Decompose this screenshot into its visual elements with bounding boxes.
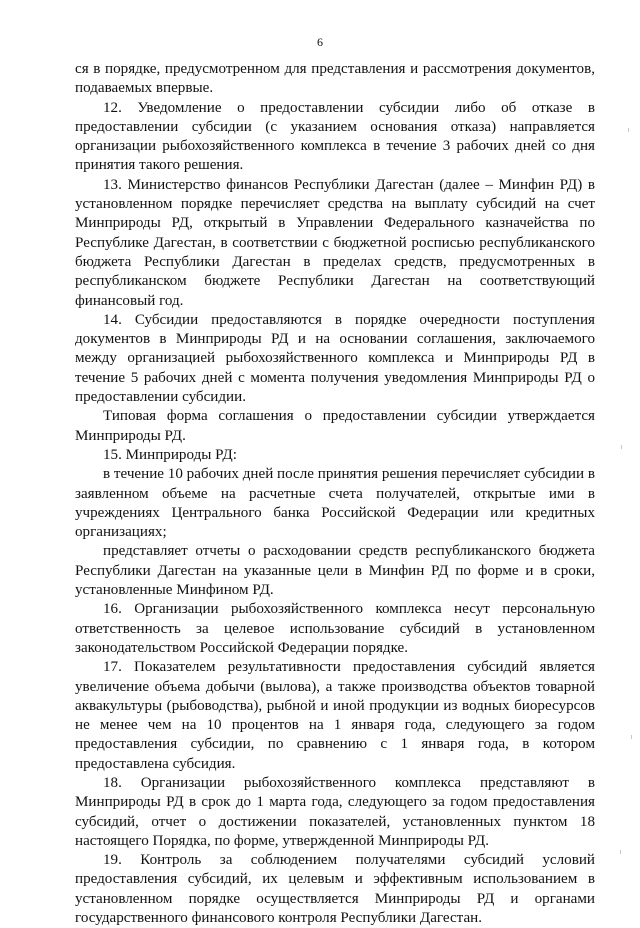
paragraph-item-16: 16. Организации рыбохозяйственного комплекса несут персональную ответственность за целевое использование субсидий в установленном законодательством Российской Федерации порядке. [75, 601, 595, 656]
page-number: 6 [317, 35, 323, 49]
paragraph-item-15-reports: представляет отчеты о расходовании средств республиканского бюджета Республики Дагестан на указанные цели в Минфин РД по форме и в сроки, установленные Минфином РД. [75, 543, 595, 599]
document-body [75, 60, 595, 928]
scan-mark [620, 850, 621, 854]
paragraph-item-12: 12. Уведомление о предоставлении субсидии либо об отказе в предоставлении субсидии (с указанием основания отказа) направляется организации рыбохозяйственного комплекса в течение 3 рабочих дней со дня принятия такого решения. [75, 99, 595, 174]
scan-mark [621, 445, 622, 449]
paragraph-agreement-form: Типовая форма соглашения о предоставлении субсидии утверждается Минприроды РД. [75, 408, 595, 444]
paragraph-item-17: 17. Показателем результативности предоставления субсидий является увеличение объема добычи (вылова), а также производства объектов товарной аквакультуры (рыбоводства), рыбной и иной продукции из водных биоресурсов не менее чем на 10 процентов на 1 января года, следующего за годом предоставления субсидии, по сравнению с 1 января года, в котором предоставлена субсидия. [75, 659, 595, 772]
paragraph-item-13: 13. Министерство финансов Республики Дагестан (далее – Минфин РД) в установленном порядке перечисляет средства на выплату субсидий на счет Минприроды РД, открытый в Управлении Федерального казначейства по Республике Дагестан, в соответствии с бюджетной росписью республиканского бюджета Республики Дагестан в пределах средств, предусмотренных в республиканском бюджете Республики Дагестан на соответствующий финансовый год. [75, 176, 595, 309]
paragraph-item-19: 19. Контроль за соблюдением получателями субсидий условий предоставления субсидий, их целевым и эффективным использованием в установленном порядке осуществляется Минприроды РД и органами государственного финансового контроля Республики Дагестан. [75, 852, 595, 927]
paragraph-item-15: 15. Минприроды РД: [103, 446, 237, 463]
paragraph-item-14: 14. Субсидии предоставляются в порядке очередности поступления документов в Минприроды РД и на основании соглашения, заключаемого между организацией рыбохозяйственного комплекса и Минприроды РД в течение 5 рабочих дней с момента получения уведомления Минприроды РД о предоставлении субсидии. [75, 311, 595, 406]
paragraph-continuation: ся в порядке, предусмотренном для представления и рассмотрения документов, подаваемых впервые. [75, 61, 595, 97]
paragraph-item-15-transfer: в течение 10 рабочих дней после принятия решения перечисляет субсидии в заявленном объеме на расчетные счета получателей, открытые ими в учреждениях Центрального банка Российской Федерации или кредитных организациях; [75, 466, 595, 541]
scan-mark [628, 128, 629, 132]
scan-mark [631, 735, 632, 739]
paragraph-item-18: 18. Организации рыбохозяйственного комплекса представляют в Минприроды РД в срок до 1 марта года, следующего за годом предоставления субсидий, отчет о достижении показателей, установленных пунктом 18 настоящего Порядка, по форме, утвержденной Минприроды РД. [75, 774, 595, 849]
